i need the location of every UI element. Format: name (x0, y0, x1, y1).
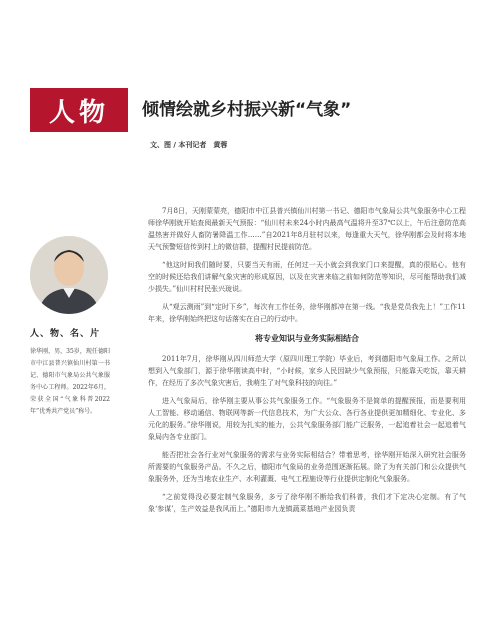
article-body (148, 205, 466, 521)
paragraph: 进入气象局后，徐华刚主要从事公共气象服务工作。“气象服务不是简单的提醒预报，而是要利用人工智能、移动通信、物联网等新一代信息技术，为广大公众、各行各业提供更加精细化、专业化、多元化的服务。”徐华刚说，用较为扎实的能力，公共气象服务部门能广泛服务，一起追着社会一起追着气象局内各专业部门。 (148, 397, 466, 441)
paragraph: “他这时间我们随时要，只要当天有雨，任何过一天小就会到我家门口来提醒，真的很贴心。他有空的时候还给我们讲解气象灾害的形成原因，以及在灾害来临之前如何防范等知识，尽可能帮助我们减少损失。”仙川村村民张兴珑说。 (148, 261, 466, 293)
section-tab-people: 人物 (30, 88, 128, 132)
profile-heading: 人、物、名、片 (30, 329, 101, 339)
section-heading: 将专业知识与业务实际相结合 (255, 334, 359, 343)
paragraph: 从“观云测雨”到“定时下乡”，每次有工作任务，徐华刚都冲在第一线。“我是党员我先上！”工作11年来，徐华刚始终把这句话落实在自己的行动中。 (148, 303, 466, 323)
article-title: 倾情绘就乡村振兴新“气象” (142, 100, 352, 120)
profile-bio: 徐华刚，男，35岁，现任德阳市中江县普兴镇仙川村第一书记、德阳市气象局公共气象服务中心工程师。2022年6月，荣获全国“气象科普2022年”优秀共产党员”称号。 (30, 348, 110, 415)
paragraph: 2011年7月，徐华刚从四川师范大学（原四川理工学院）毕业后，考到德阳市气象局工作。之所以想到入气象部门，源于徐华刚读高中时，“小时候，家乡人民因缺少气象预报，只能靠天吃饭，靠天耕作，在经历了多次气象灾害后，我萌生了对气象科技的向往。” (148, 355, 466, 387)
portrait-photo (30, 236, 108, 314)
paragraph: 能否把社会各行业对气象服务的需求与业务实际相结合？带着思考，徐华刚开始深入研究社会服务所需要的气象服务产品。不久之后，德阳市气象局的业务范围逐渐拓展。除了为有关部门和公众提供气象服务外，还为当地农业生产、水利灌溉、电气工程施设等行业提供定制化气象服务。 (148, 451, 466, 483)
paragraph: “之前觉得没必要定制气象服务，多亏了徐华刚不断给我们科普，我们才下定决心定制。有了气象‘参谋’，生产效益是我风而上。”德阳市九龙镇蔬菜基地产业园负责 (148, 493, 466, 513)
article-byline: 文、图 / 本刊记者 黄蓉 (150, 141, 228, 149)
person-portrait-icon (30, 236, 108, 314)
paragraph: 7月8日，天刚蒙蒙亮，德阳市中江县普兴镇仙川村第一书记、德阳市气象局公共气象服务中心工程师徐华刚就开始查阅最新天气预报：“仙川村未来24小时内最高气温将升至37℃以上，午后注意防范高温热害并做好人畜防暑降温工作……”自2021年8月驻村以来，每逢重大天气，徐华刚都会及时将本地天气预警短信传到村上的微信群，提醒村民提前防范。 (148, 207, 466, 251)
